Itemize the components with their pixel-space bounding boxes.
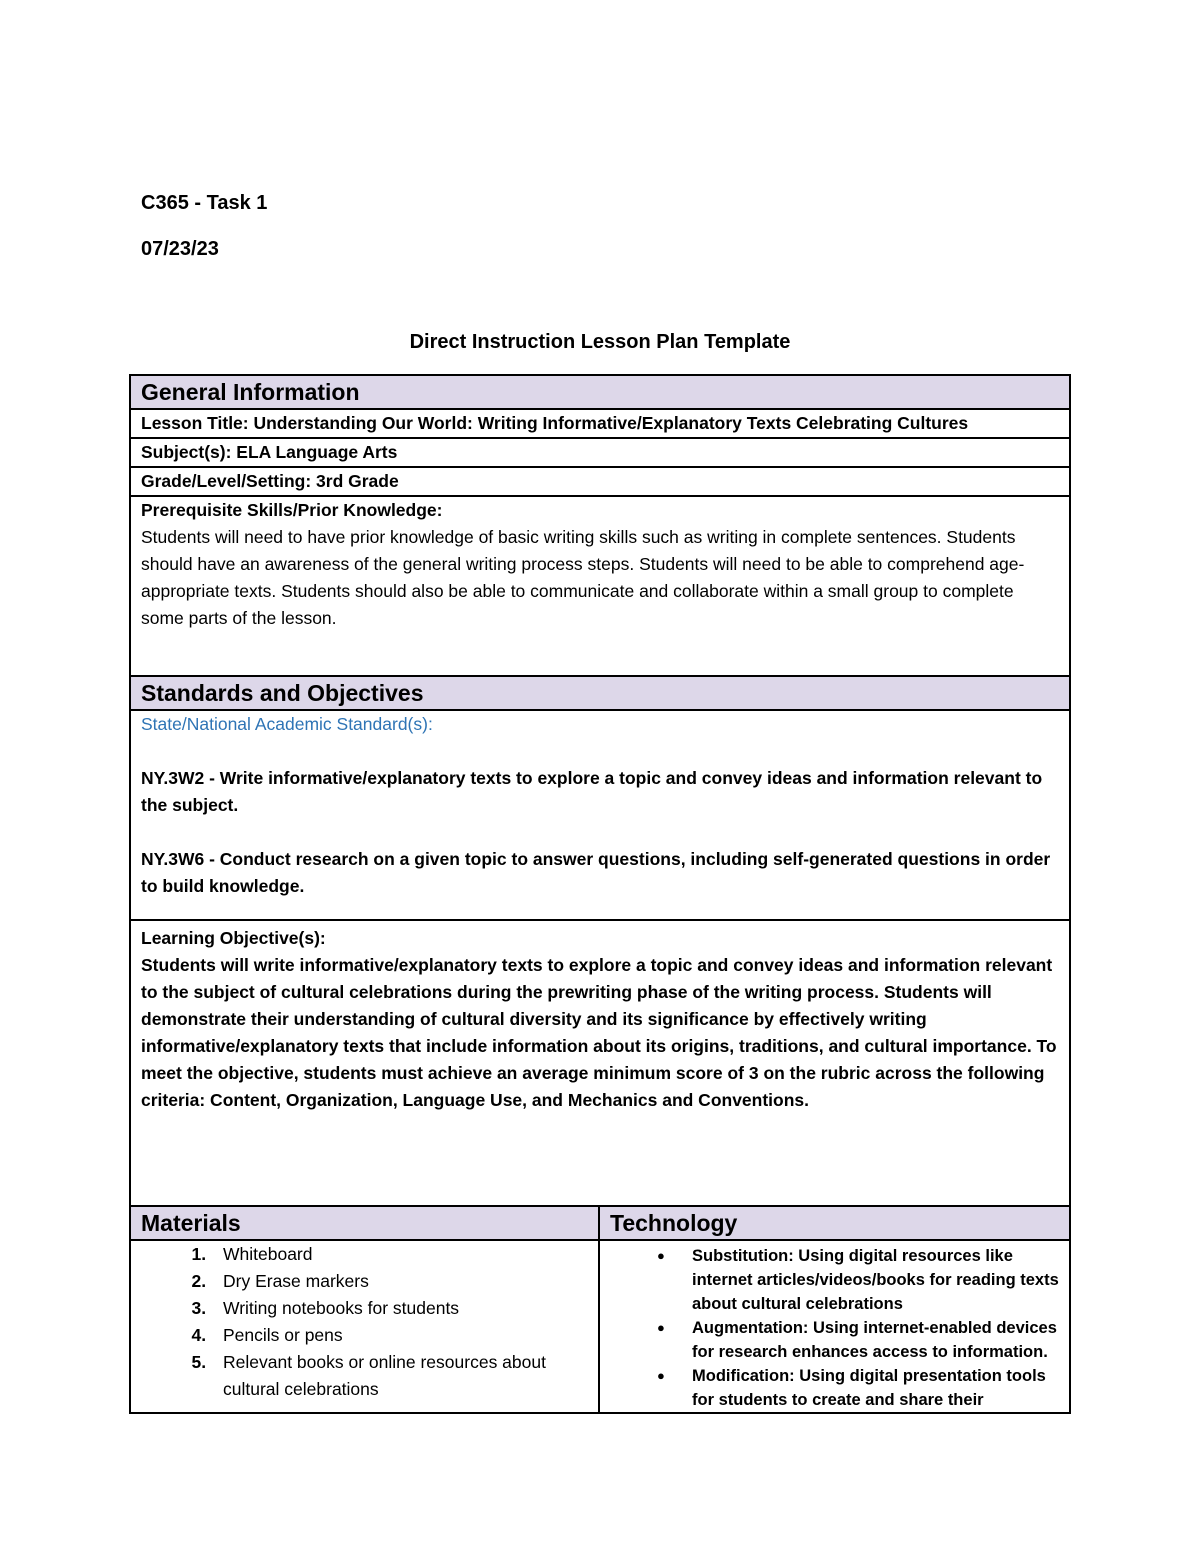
list-item: 5. Relevant books or online resources about cultural celebrations — [211, 1349, 588, 1403]
prerequisite-text: Students will need to have prior knowledge of basic writing skills such as writing in complete sentences. Students should have an awareness of the general writing process steps. Students will need to be able to comprehend age-appropriate texts. Students should also be able to communicate and collaborate within a small group to complete some parts of the lesson. — [141, 527, 1025, 628]
list-item: ● Augmentation: Using internet-enabled devices for research enhances access to information. — [692, 1316, 1059, 1364]
standards-label: State/National Academic Standard(s): — [141, 714, 433, 734]
standard-item: NY.3W2 - Write informative/explanatory texts to explore a topic and convey ideas and information relevant to the subject. — [141, 768, 1043, 815]
grade-level: Grade/Level/Setting: 3rd Grade — [130, 467, 1070, 496]
general-info-heading: General Information — [130, 375, 1070, 409]
materials-heading: Materials — [130, 1206, 599, 1240]
general-info-header-row — [130, 375, 1070, 409]
materials-list — [141, 1241, 588, 1403]
materials-tech-row — [130, 1240, 1070, 1413]
standards-header-row — [130, 676, 1070, 710]
standards-row — [130, 710, 1070, 920]
lesson-title-row — [130, 409, 1070, 438]
subject: Subject(s): ELA Language Arts — [130, 438, 1070, 467]
list-item: ● Substitution: Using digital resources like internet articles/videos/books for reading texts about cultural celebrations — [692, 1244, 1059, 1316]
date-heading: 07/23/23 — [141, 238, 219, 260]
lesson-title: Lesson Title: Understanding Our World: Writing Informative/Explanatory Texts Celebrating Cultures — [130, 409, 1070, 438]
grade-row — [130, 467, 1070, 496]
prerequisite-label: Prerequisite Skills/Prior Knowledge: — [141, 500, 443, 520]
document-title: Direct Instruction Lesson Plan Template — [409, 331, 791, 353]
technology-list — [610, 1244, 1059, 1412]
prerequisite-row — [130, 496, 1070, 676]
course-heading: C365 - Task 1 — [141, 192, 268, 214]
list-item: 1. Whiteboard — [211, 1241, 588, 1268]
standards-heading: Standards and Objectives — [130, 676, 1070, 710]
list-item: 2. Dry Erase markers — [211, 1268, 588, 1295]
standard-item: NY.3W6 - Conduct research on a given topic to answer questions, including self-generated questions in order to build knowledge. — [141, 849, 1051, 896]
list-item: 3. Writing notebooks for students — [211, 1295, 588, 1322]
lesson-plan-table — [129, 374, 1071, 1414]
list-item: 4. Pencils or pens — [211, 1322, 588, 1349]
objectives-row — [130, 920, 1070, 1206]
objective-text: Students will write informative/explanatory texts to explore a topic and convey ideas and information relevant to the subject of cultural celebrations during the prewriting phase of the writing process. Students will demonstrate their understanding of cultural diversity and its significance by effectively writing informative/explanatory texts that include information about its origins, traditions, and cultural importance. To meet the objective, students must achieve an average minimum score of 3 on the rubric across the following criteria: Content, Organization, Language Use, and Mechanics and Conventions. — [141, 955, 1057, 1110]
objective-label: Learning Objective(s): — [141, 928, 326, 948]
list-item: ● Modification: Using digital presentation tools for students to create and share their — [692, 1364, 1059, 1412]
subject-row — [130, 438, 1070, 467]
technology-heading: Technology — [599, 1206, 1070, 1240]
materials-tech-header-row — [130, 1206, 1070, 1240]
